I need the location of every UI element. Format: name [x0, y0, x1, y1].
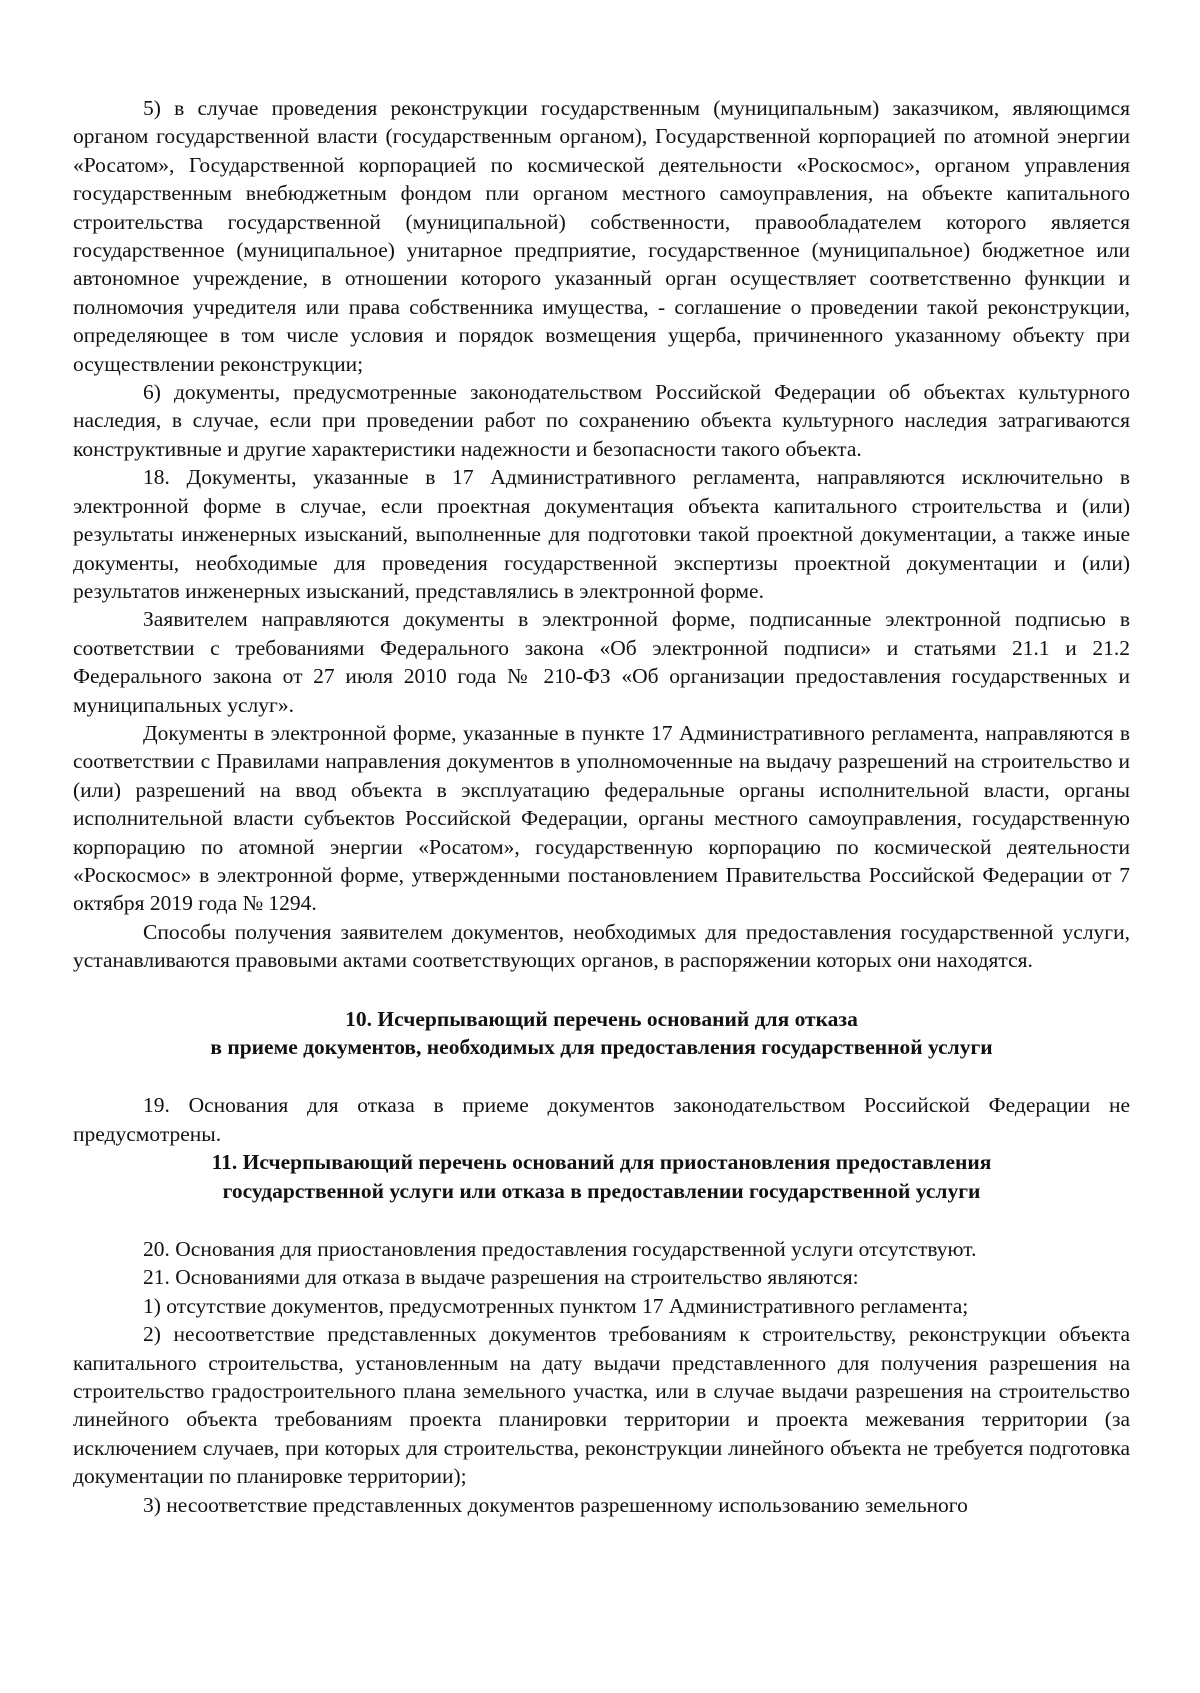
section-11-heading	[73, 1148, 1130, 1205]
paragraph-clause-18: 18. Документы, указанные в 17 Административного регламента, направляются исключительно в электронной форме в случае, если проектная документация объекта капитального строительства и (или) результаты инженерных изысканий, выполненные для подготовки такой проектной документации, а также иные документы, необходимые для проведения государственной экспертизы проектной документации и (или) результатов инженерных изысканий, представлялись в электронной форме.	[73, 465, 1130, 603]
paragraph-methods-of-obtaining: Способы получения заявителем документов, необходимых для предоставления государственной услуги, устанавливаются правовыми актами соответствующих органов, в распоряжении которых они находятся.	[73, 919, 1130, 973]
spacer	[73, 1205, 1130, 1235]
paragraph-clause-21: 21. Основаниями для отказа в выдаче разрешения на строительство являются:	[143, 1265, 859, 1290]
paragraph-clause-20: 20. Основания для приостановления предоставления государственной услуги отсутствуют.	[143, 1237, 977, 1262]
paragraph-item-5: 5) в случае проведения реконструкции государственным (муниципальным) заказчиком, являющимся органом государственной власти (государственным органом), Государственной корпорацией по атомной энергии «Росатом», Государственной корпорацией по космической деятельности «Роскосмос», органом управления государственным внебюджетным фондом пли органом местного самоуправления, на объекте капитального строительства государственной (муниципальной) собственности, правообладателем которого является государственное (муниципальное) унитарное предприятие, государственное (муниципальное) бюджетное или автономное учреждение, в отношении которого указанный орган осуществляет соответственно функции и полномочия учредителя или права собственника имущества, - соглашение о проведении такой реконструкции, определяющее в том числе условия и порядок возмещения ущерба, причиненного указанному объекту при осуществлении реконструкции;	[73, 96, 1130, 376]
paragraph-electronic-signature: Заявителем направляются документы в электронной форме, подписанные электронной подписью в соответствии с требованиями Федерального закона «Об электронной подписи» и статьями 21.1 и 21.2 Федерального закона от 27 июля 2010 года № 210-ФЗ «Об организации предоставления государственных и муниципальных услуг».	[73, 607, 1130, 717]
spacer	[73, 1061, 1130, 1091]
spacer	[73, 975, 1130, 1005]
section-11-heading-line-2: государственной услуги или отказа в предоставлении государственной услуги	[222, 1178, 981, 1203]
paragraph-clause-19: 19. Основания для отказа в приеме документов законодательством Российской Федерации не предусмотрены.	[73, 1093, 1130, 1146]
section-10-heading	[73, 1005, 1130, 1062]
paragraph-clause-21-item-1: 1) отсутствие документов, предусмотренных пунктом 17 Административного регламента;	[143, 1293, 969, 1318]
paragraph-clause-21-item-2: 2) несоответствие представленных документов требованиям к строительству, реконструкции объекта капитального строительства, установленным на дату выдачи представленного для получения разрешения на строительство градостроительного плана земельного участка, или в случае выдачи разрешения на строительство линейного объекта требованиям проекта планировки территории и проекта межевания территории (за исключением случаев, при которых для строительства, реконструкции линейного объекта не требуется подготовка документации по планировке территории);	[73, 1322, 1130, 1489]
paragraph-item-6: 6) документы, предусмотренные законодательством Российской Федерации об объектах культурного наследия, в случае, если при проведении работ по сохранению объекта культурного наследия затрагиваются конструктивные и другие характеристики надежности и безопасности такого объекта.	[73, 380, 1130, 461]
paragraph-electronic-documents: Документы в электронной форме, указанные в пункте 17 Административного регламента, направляются в соответствии с Правилами направления документов в уполномоченные на выдачу разрешений на строительство и (или) разрешений на ввод объекта в эксплуатацию федеральные органы исполнительной власти, органы исполнительной власти субъектов Российской Федерации, органы местного самоуправления, государственную корпорацию по атомной энергии «Росатом», государственную корпорацию по космической деятельности «Роскосмос» в электронной форме, утвержденными постановлением Правительства Российской Федерации от 7 октября 2019 года № 1294.	[73, 720, 1130, 916]
document-page	[73, 94, 1130, 1519]
section-10-heading-line-2: в приеме документов, необходимых для предоставления государственной услуги	[210, 1035, 993, 1059]
section-11-heading-line-1: 11. Исчерпывающий перечень оснований для приостановления предоставления	[211, 1150, 992, 1175]
paragraph-clause-21-item-3: 3) несоответствие представленных документов разрешенному использованию земельного	[143, 1492, 968, 1517]
section-10-heading-line-1: 10. Исчерпывающий перечень оснований для отказа	[345, 1006, 858, 1031]
